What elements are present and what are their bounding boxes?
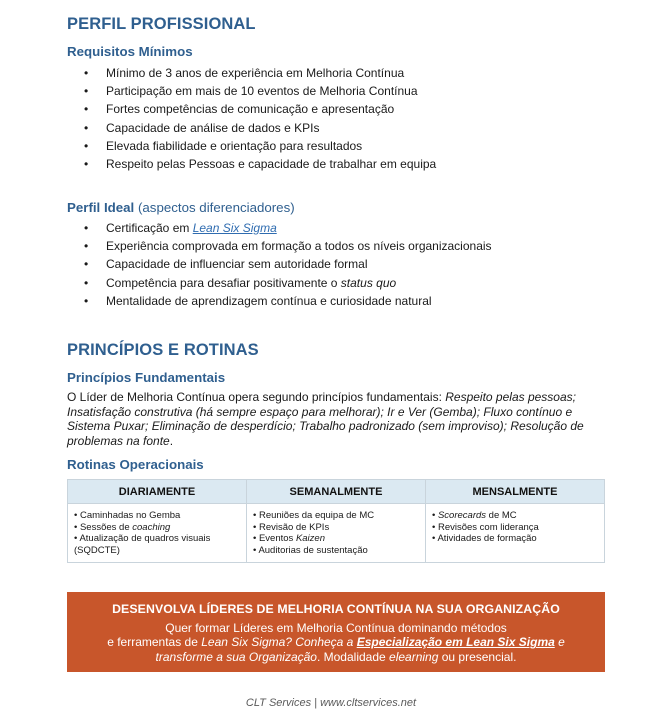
ideal-profile-heading-bold: Perfil Ideal xyxy=(67,200,135,215)
list-item xyxy=(67,274,607,292)
kaizen-text: Kaizen xyxy=(295,533,325,545)
cta-line-3-end: ou presencial. xyxy=(438,649,517,664)
cta-line-3-italic: transforme a sua Organização xyxy=(155,649,317,664)
cta-lean-text: Lean Six Sigma xyxy=(201,635,286,650)
column-header-weekly: SEMANALMENTE xyxy=(247,480,426,504)
section-title-profile: PERFIL PROFISSIONAL xyxy=(67,15,256,33)
principles-paragraph xyxy=(67,390,592,448)
list-item: • Capacidade de influenciar sem autoridade formal xyxy=(67,255,607,273)
principles-end: . xyxy=(169,433,174,448)
routines-table xyxy=(67,479,605,563)
page-footer: CLT Services | www.cltservices.net xyxy=(245,697,417,709)
cta-question-text: ? Conheça a xyxy=(285,635,357,650)
column-header-daily: DIARIAMENTE xyxy=(68,480,247,504)
list-item: • Mínimo de 3 anos de experiência em Melhoria Contínua xyxy=(67,64,607,82)
cert-prefix: Certificação em xyxy=(106,221,193,235)
daily-cell xyxy=(68,504,247,563)
list-item: • Capacidade de análise de dados e KPIs xyxy=(67,119,607,137)
cta-title: DESENVOLVA LÍDERES DE MELHORIA CONTÍNUA NA SUA ORGANIZAÇÃO xyxy=(112,602,560,616)
coaching-text: coaching xyxy=(132,521,171,533)
ideal-profile-heading-note: (aspectos diferenciadores) xyxy=(137,200,295,215)
daily-item-prefix: • Sessões de xyxy=(74,521,133,533)
list-item xyxy=(67,219,607,237)
weekly-item: • Auditorias de sustentação xyxy=(253,544,368,556)
principles-list-text: Respeito pelas pessoas; Insatisfação construtiva (há sempre espaço para melhorar); Ir e Ver (Gemba); Fluxo contínuo e Sistema Puxar; Eliminação de desperdício; Trabalho padronizado (sem improviso); Resolução de problemas na fonte xyxy=(67,390,584,448)
weekly-item xyxy=(253,533,419,545)
cta-banner xyxy=(67,592,605,672)
daily-item: • Caminhadas no Gemba xyxy=(74,510,181,521)
list-item: • Mentalidade de aprendizagem contínua e curiosidade natural xyxy=(67,292,607,310)
cta-body xyxy=(67,621,605,664)
list-item: • Experiência comprovada em formação a todos os níveis organizacionais xyxy=(67,237,607,255)
list-item: • Respeito pelas Pessoas e capacidade de trabalhar em equipa xyxy=(67,155,607,173)
monthly-item-prefix: • xyxy=(432,510,438,521)
daily-item: • Atualização de quadros visuais (SQDCTE) xyxy=(74,533,211,556)
list-item: • Fortes competências de comunicação e apresentação xyxy=(67,100,607,118)
monthly-item-suffix: de MC xyxy=(486,510,517,521)
daily-item xyxy=(74,522,240,534)
lean-six-sigma-link[interactable]: Lean Six Sigma xyxy=(192,221,277,235)
cta-line-2-end: e xyxy=(554,635,565,650)
monthly-item xyxy=(432,510,598,522)
specialization-link[interactable]: Especialização em Lean Six Sigma xyxy=(356,635,555,650)
status-quo-text: status quo xyxy=(340,275,397,290)
weekly-item-prefix: • Eventos xyxy=(253,533,296,545)
elearning-text: elearning xyxy=(389,649,439,664)
section-title-principles: PRINCÍPIOS E ROTINAS xyxy=(67,341,259,359)
cta-line-2-prefix: e ferramentas de xyxy=(107,635,202,650)
weekly-cell xyxy=(247,504,426,563)
monthly-item: • Revisões com liderança xyxy=(432,521,539,533)
routines-heading: Rotinas Operacionais xyxy=(67,457,204,472)
monthly-item: • Atividades de formação xyxy=(432,533,537,545)
ideal-profile-heading xyxy=(67,200,295,215)
principles-intro: O Líder de Melhoria Contínua opera segundo princípios fundamentais: xyxy=(67,390,446,404)
cta-line-1: Quer formar Líderes em Melhoria Contínua dominando métodos xyxy=(165,621,507,635)
table-row xyxy=(68,504,605,563)
challenge-prefix: Competência para desafiar positivamente o xyxy=(106,275,341,290)
minimum-requirements-heading: Requisitos Mínimos xyxy=(67,44,193,59)
scorecards-text: Scorecards xyxy=(437,510,487,521)
list-item: • Elevada fiabilidade e orientação para resultados xyxy=(67,137,607,155)
minimum-requirements-list xyxy=(67,64,607,173)
ideal-profile-list xyxy=(67,219,607,310)
weekly-item: • Revisão de KPIs xyxy=(253,521,330,533)
fundamentals-heading: Princípios Fundamentais xyxy=(67,370,226,385)
cta-line-3-mid: . Modalidade xyxy=(316,649,390,664)
weekly-item: • Reuniões da equipa de MC xyxy=(253,510,375,521)
column-header-monthly: MENSALMENTE xyxy=(426,480,605,504)
monthly-cell xyxy=(426,504,605,563)
list-item: • Participação em mais de 10 eventos de Melhoria Contínua xyxy=(67,82,607,100)
